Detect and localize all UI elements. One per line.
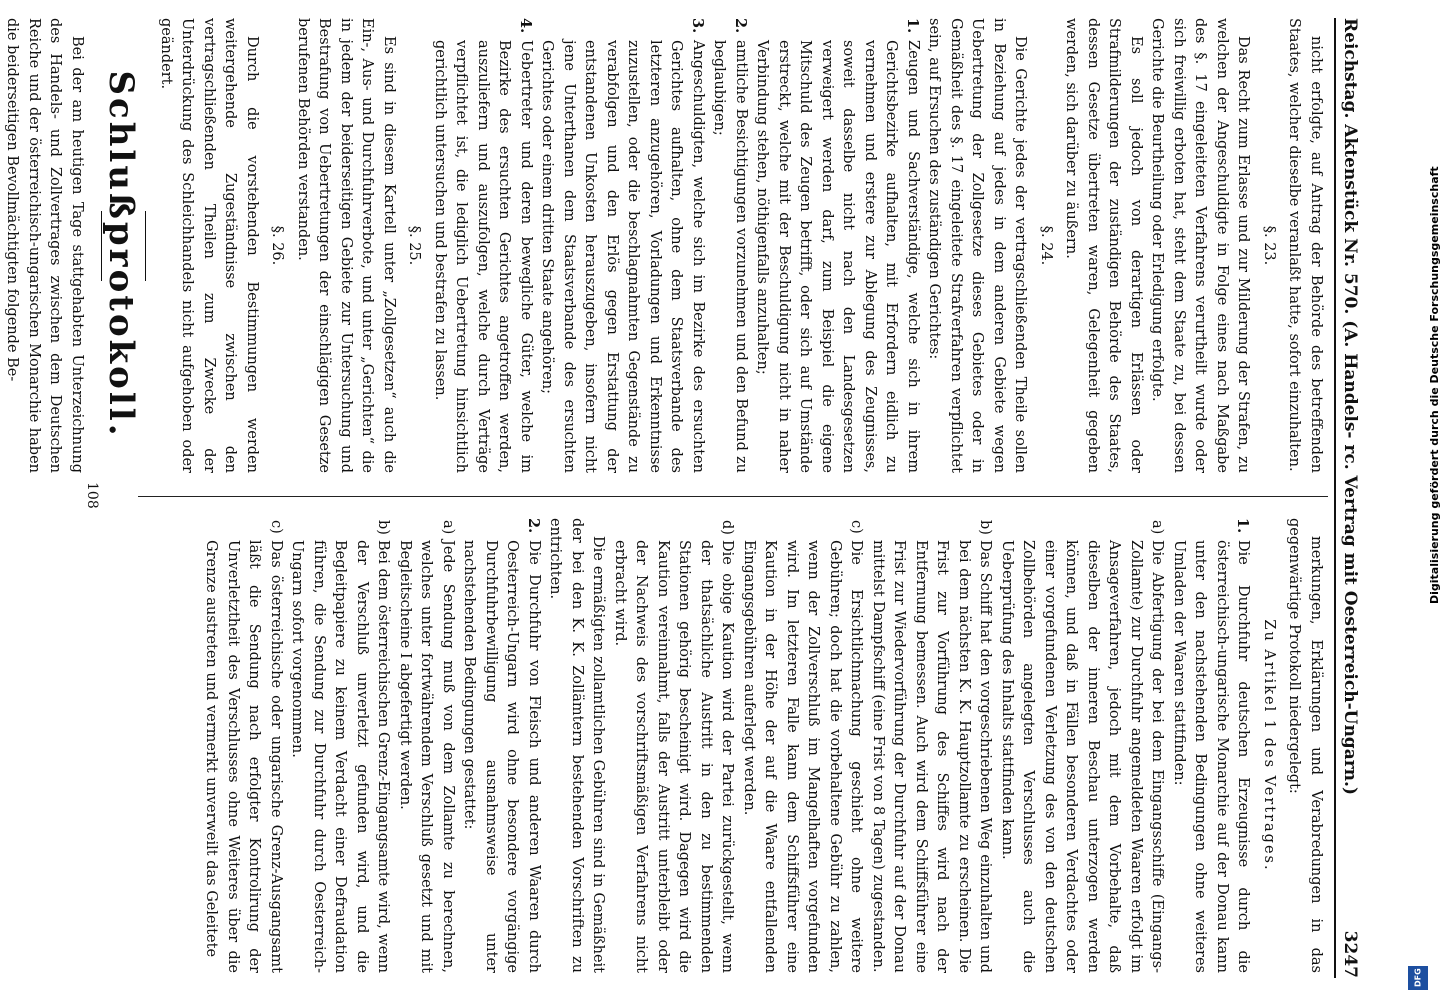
section-heading: Zu Artikel 1 des Vertrages. [1261,619,1277,872]
lettered-item: b) Bei dem österreichischen Grenz-Eingangsamte wird, wenn der Verschluß unverletzt gefunden wird, und die Begleitpapiere zu keinem Verdacht einer Defraudation führen, die Sendung zur Durchfuhr durch Oesterreich-Ungarn sofort vorgenommen. [289,520,392,973]
paragraph: Das Recht zum Erlasse und zur Milderung der Strafen, zu welchen der Angeschuldigte in Folge eines nach Maßgabe des §. 17 eingeleiteten Verfahrens verurtheilt wurde oder sich freiwillig erboten hat, steht dem Staate zu, bei dessen Gerichte die Beurtheilung oder Erledigung erfolgte. [1149,18,1252,473]
numbered-item: 1. Die Durchfuhr deutschen Erzeugnisse durch die österreichisch-ungarische Monarchie auf der Donau kann unter den nachstehenden Bedingungen ohne weiteres Umladen der Waaren stattfinden: [1171,518,1252,973]
footnote [0,18,1,473]
paragraph: Die ermäßigten zollamtlichen Gebühren sind in Gemäßheit der bei den K. K. Zollämtern bestehenden Vorschriften zu entrichten. [547,518,607,973]
lettered-item: d) Die obige Kaution wird der Partei zurückgestellt, wenn der thatsächliche Austritt in den zu bestimmenden Stationen gehörig bescheinigt wird. Dagegen wird die Kaution vereinnahmt, falls der Austritt unterbleibt oder der Nachweis des vorschriftsmäßigen Verfahrens nicht erbracht wird. [612,520,736,973]
numbered-item: 3. Angeschuldigten, welche sich im Bezirke des ersuchten Gerichtes aufhalten, ohne dem Staatsverbande des letzteren anzugehören, Vorladungen und Erkenntnisse zuzustellen, oder die beschlagnahmten Gegenstände zu verabfolgen und den Erlös gegen Erstattung der entstandenen Unkosten herauszugeben, insofern nicht jene Unterthanen dem Staatsverbande des ersuchten Gerichtes oder einem dritten Staate angehören; [539,18,706,473]
paragraph: Durch die vorstehenden Bestimmungen werden weitergehende Zugeständnisse zwischen den vertragschließenden Theilen zum Zwecke der Unterdrückung des Schleichhandels nicht aufgehoben oder geändert. [158,18,260,473]
running-header [1334,18,1378,978]
numbered-item: 1. Zeugen und Sachverständige, welche sich in ihrem Gerichtsbezirke aufhalten, mit Erfordern eidlich zu vernehmen und erstere zur Ablegung des Zeugnisses, soweit dasselbe nicht nach den Landesgesetzen verweigert werden darf, zum Beispiel die eigene Mitschuld des Zeugen betrifft, oder sich auf Umstände erstreckt, welche mit der Beschuldigung nicht in naher Verbindung stehen, nöthigenfalls anzuhalten; [754,18,921,473]
column-divider [138,496,1328,497]
header-page-number: 3247 [1340,930,1360,978]
numbered-item: 2. Die Durchfuhr von Fleisch und anderen Waaren durch Oesterreich-Ungarn wird ohne besondere vorgängige Durchfuhrbewilligung ausnahmsweise unter nachstehenden Bedingungen gestattet: [461,518,542,973]
paragraph: nicht erfolgte, auf Antrag der Behörde des betreffenden Staates, welcher dieselbe veranlaßt hatte, sofort einzuhalten. [1286,18,1324,473]
credit-text: Digitalisierung gefördert durch die Deutsche Forschungsgemeinschaft [1428,166,1441,604]
paragraph: merkungen, Erklärungen und Verabredungen in das gegenwärtige Protokoll niedergelegt: [1286,518,1324,973]
rotated-document [4,0,1400,1000]
page-footer-number: 108 [84,482,100,509]
lettered-item: a) Die Abfertigung der bei dem Eingangsschiffe (Eingangs-Zollamte) zur Durchfuhr angemeldeten Waaren erfolgt im Ansageverfahren, jedoch mit dem Vorbehalte, daß dieselben der inneren Beschau unterzogen werden können, und daß in Fällen besonderen Verdachtes oder einer vorgefundenen Verletzung des von den deutschen Zollbehörden angelegten Verschlusses auch die Ueberprüfung des Inhalts stattfinden kann. [999,520,1166,973]
separator-rule [146,211,147,281]
section-heading: §. 23. [1261,225,1277,266]
paragraph: Die Gerichte jedes der vertragschließenden Theile sollen in Beziehung auf jedes in dem anderen Gebiete wegen Uebertretung der Zollgesetze dieses Gebietes oder in Gemäßheit des §. 17 eingeleitete Strafverfahren verpflichtet sein, auf Ersuchen des zuständigen Gerichtes: [926,18,1029,473]
left-column [0,18,1326,473]
right-column [200,518,1326,973]
lettered-item: c) Das österreichische oder ungarische Grenz-Ausgangsamt läßt die Sendung nach erfolgter Kontrolirung der Unverletztheit des Verschlusses ohne Weiteres über die Grenze austreten und vermerkt unverweilt das Geleitete [203,520,284,973]
header-title: Reichstag. Aktenstück Nr. 570. (A. Handels- rc. Vertrag mit Oesterreich-Ungarn.) [1340,18,1360,795]
lettered-item: a) Jede Sendung muß von dem Zollamte zu berechnen, welches unter fortwährendem Verschluß gesetzt und mit Begleitscheine I abgefertigt werden. [397,520,456,973]
lettered-item: b) Das Schiff hat den vorgeschriebenen Weg einzuhalten und bei dem nächsten K. K. Hauptzollamte zu erscheinen. Die Frist zur Vorführung des Schiffes wird nach der Entfernung bemessen. Auch wird dem Schiffsführer eine Frist zur Wiedervorführung der Durchfuhr auf der Donau mittelst Dampfschiff (eine Frist von 8 Tagen) zugestanden. [870,520,994,973]
lettered-item: c) Die Ersichtlichmachung geschieht ohne weitere Gebühren; doch hat die vorbehaltene Gebühr zu zahlen, wenn der Zollverschluß im Mangelhaften vorgefunden wird. Im letzteren Falle kann dem Schiffsführer eine Kaution in der Höhe der auf die Waare entfallenden Eingangsgebühren auferlegt werden. [741,520,865,973]
section-heading: §. 26. [269,225,286,266]
paragraph: Es soll jedoch von derartigen Erlässen oder Strafmilderungen der zuständigen Behörde des Staates, dessen Gesetze übertreten waren, Gelegenheit gegeben werden, sich darüber zu äußern. [1063,18,1144,473]
section-heading: §. 25. [406,225,423,266]
protocol-title: Schlußprotokoll. [101,70,142,439]
digitization-credit [1406,0,1441,1000]
dfg-logo: DFG [1408,966,1428,990]
section-heading: §. 24. [1038,225,1054,266]
paragraph: Bei der am heutigen Tage stattgehabten Unterzeichnung des Handels- und Zollvertrages zwischen dem Deutschen Reiche und der österreichisch-ungarischen Monarchie haben die beiderseitigen Bevollmächtigten folgende Be- [4,18,85,473]
numbered-item: 4. Uebertreter und deren bewegliche Güter, welche im Bezirke des ersuchten Gerichtes angetroffen werden, auszuliefern und auszufolgen, welche durch Verträge verpflichtet ist, die lediglich Uebertretung hinsichtlich gerichtlich untersuchen und bestrafen zu lassen. [432,18,534,473]
numbered-item: 2. amtliche Besichtigungen vorzunehmen und den Befund zu beglaubigen; [711,18,749,473]
paragraph: Es sind in diesem Kartell unter „Zollgesetzen“ auch die Ein-, Aus- und Durchfuhrverbote, und unter „Gerichten“ die in jedem der beiderseitigen Gebiete zur Untersuchung und Bestrafung von Uebertretungen der einschlägigen Gesetze berufenen Behörden verstanden. [295,18,397,473]
